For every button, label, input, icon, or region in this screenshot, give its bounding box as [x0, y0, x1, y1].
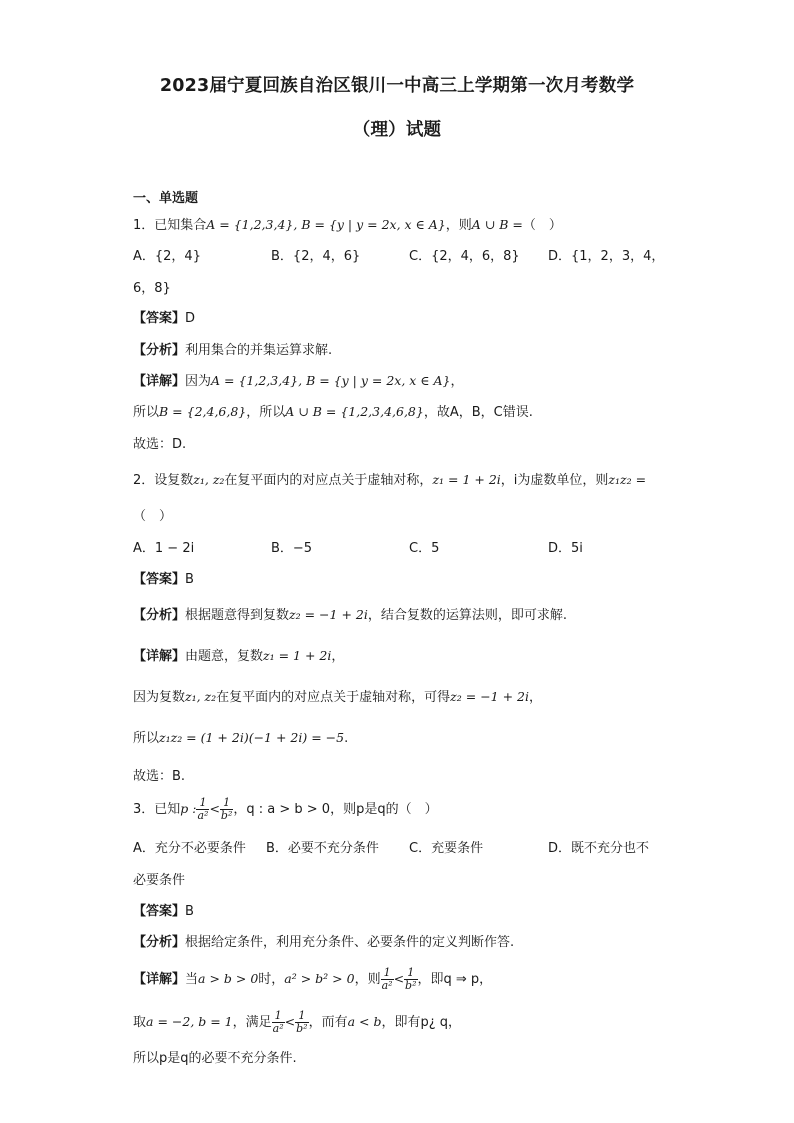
q2-choose: 故选：B. [133, 769, 186, 784]
q2-option-c: C．5 [409, 541, 440, 556]
page-title-line1: 2023届宁夏回族自治区银川一中高三上学期第一次月考数学 [159, 76, 635, 96]
q3-detail1-mid: 时， [258, 972, 285, 987]
q2-option-d: D．5i [548, 541, 583, 556]
q3-option-b: B．必要不充分条件 [266, 841, 379, 856]
q1-detail2-pre: 所以 [133, 405, 160, 420]
q2-detail-tag: 【详解】 [133, 649, 186, 664]
q2-stem-pre: 2．设复数 [133, 473, 194, 488]
q2-detail2-post: ， [529, 690, 543, 705]
q1-analysis-text: 利用集合的并集运算求解. [185, 343, 333, 358]
q2-stem-math2: z₁ = 1 + 2i [432, 472, 501, 487]
q1-answer [133, 307, 195, 326]
q2-answer-value: B [185, 572, 194, 587]
q2-detail2-mid: 在复平面内的对应点关于虚轴对称，可得 [216, 690, 451, 705]
q3-stem-frac-b [220, 797, 233, 822]
q3-answer-value: B [185, 904, 194, 919]
q3-stem-pre: 3．已知 [133, 802, 181, 817]
q2-analysis [133, 604, 567, 623]
q1-detail-tag: 【详解】 [133, 374, 186, 389]
q2-detail2-math: z₁, z₂ [185, 689, 217, 704]
q3-option-a: A．充分不必要条件 [133, 841, 246, 856]
q1-detail1-pre: 因为 [185, 374, 212, 389]
q2-answer [133, 568, 194, 587]
q2-detail1-math: z₁ = 1 + 2i [263, 648, 332, 663]
q1-stem-post: （ ） [522, 218, 562, 233]
q1-choose: 故选：D. [133, 437, 187, 452]
q1-detail2-math2: A ∪ B = {1,2,3,4,6,8} [285, 404, 424, 419]
q2-detail1-post: ， [331, 649, 345, 664]
q3-detail2-mid: ，满足 [232, 1015, 272, 1030]
q3-answer [133, 900, 194, 919]
frac-numerator: 1 [404, 967, 417, 980]
q1-option-d: D．{1，2，3，4， [548, 249, 665, 264]
frac-numerator: 1 [220, 797, 233, 810]
q1-detail-2 [133, 401, 533, 420]
q1-answer-value: D [185, 311, 196, 326]
q1-detail1-post: ， [450, 374, 464, 389]
q3-detail-3: 所以p是q的必要不充分条件. [133, 1051, 297, 1066]
q3-analysis-text: 根据给定条件，利用充分条件、必要条件的定义判断作答. [185, 935, 515, 950]
q2-detail3-post: . [344, 731, 349, 746]
q3-option-c: C．充要条件 [409, 841, 484, 856]
section-heading: 一、单选题 [133, 191, 199, 206]
q2-detail3-pre: 所以 [133, 731, 160, 746]
q3-stem [133, 797, 438, 822]
q2-option-a: A．1 − 2i [133, 541, 195, 556]
q1-stem-pre: 1．已知集合 [133, 218, 207, 233]
frac-numerator: 1 [381, 967, 394, 980]
q1-detail2-math: B = {2,4,6,8} [159, 404, 247, 419]
q3-option-d-cont: 必要条件 [133, 873, 186, 888]
q3-stem-q: ，q : a > b > 0 [233, 802, 331, 817]
q3-detail-tag: 【详解】 [133, 972, 186, 987]
q1-stem [133, 214, 562, 233]
frac-denominator: b² [405, 979, 417, 992]
q1-option-c: C．{2，4，6，8} [409, 249, 520, 264]
q3-detail2-frac-a [272, 1010, 285, 1035]
q2-detail2-pre: 因为复数 [133, 690, 186, 705]
q1-detail-1 [133, 370, 464, 389]
q2-answer-tag: 【答案】 [133, 572, 186, 587]
q2-analysis-pre: 根据题意得到复数 [185, 608, 290, 623]
q3-detail2-pre: 取 [133, 1015, 147, 1030]
q3-detail2-math: a = −2, b = 1 [146, 1014, 233, 1029]
frac-numerator: 1 [272, 1010, 285, 1023]
q3-detail1-lt: < [393, 971, 405, 986]
q3-detail1-frac-a [381, 967, 394, 992]
q1-analysis-tag: 【分析】 [133, 343, 186, 358]
q2-stem-bracket: （ ） [133, 509, 173, 524]
q3-detail2-mid2: ，而有 [308, 1015, 348, 1030]
q3-detail1-frac-b [404, 967, 417, 992]
q1-stem-mid: ，则 [445, 218, 472, 233]
q3-stem-lt: < [209, 801, 220, 816]
q3-detail1-math: a > b > 0 [198, 971, 259, 986]
q3-stem-p: p : [180, 801, 197, 816]
frac-denominator: a² [272, 1022, 284, 1035]
q3-answer-tag: 【答案】 [133, 904, 186, 919]
q2-detail3-math: z₁z₂ = (1 + 2i)(−1 + 2i) = −5 [159, 730, 345, 745]
q1-detail2-post: ，故A，B，C错误. [423, 405, 533, 420]
q2-detail2-math2: z₂ = −1 + 2i [450, 689, 529, 704]
q3-detail2-frac-b [295, 1010, 308, 1035]
page-title-line2: （理）试题 [352, 120, 442, 140]
q1-option-b: B．{2，4，6} [271, 249, 361, 264]
frac-numerator: 1 [196, 797, 209, 810]
q1-option-a: A．{2，4} [133, 249, 201, 264]
q3-detail1-pre: 当 [185, 972, 199, 987]
q2-analysis-math: z₂ = −1 + 2i [289, 607, 368, 622]
q3-detail2-post: ，即有p¿ q， [381, 1015, 461, 1030]
q2-stem-math: z₁, z₂ [193, 472, 225, 487]
q2-detail-2 [133, 686, 542, 705]
q2-stem-math3: z₁z₂ = [608, 472, 647, 487]
q2-detail1-pre: 由题意，复数 [185, 649, 264, 664]
q1-detail1-math: A = {1,2,3,4}, B = {y | y = 2x, x ∈ A} [211, 373, 451, 388]
q2-analysis-post: ，结合复数的运算法则，即可求解. [367, 608, 567, 623]
q1-stem-math: A = {1,2,3,4}, B = {y | y = 2x, x ∈ A} [206, 217, 446, 232]
q2-stem-mid2: ，i为虚数单位，则 [500, 473, 609, 488]
frac-denominator: b² [220, 809, 233, 822]
q3-detail2-math2: a < b [347, 1014, 382, 1029]
frac-denominator: b² [296, 1022, 308, 1035]
q1-stem-math2: A ∪ B = [471, 217, 523, 232]
q3-detail1-mid2: ，则 [354, 972, 381, 987]
q3-detail1-post: ，即q ⇒ p， [417, 972, 493, 987]
q3-detail2-lt: < [284, 1014, 296, 1029]
q2-stem-mid: 在复平面内的对应点关于虚轴对称， [224, 473, 433, 488]
q2-option-b: B．−5 [271, 541, 313, 556]
frac-denominator: a² [381, 979, 393, 992]
q1-option-d-cont: 6，8} [133, 281, 171, 296]
q3-analysis [133, 931, 514, 950]
q2-analysis-tag: 【分析】 [133, 608, 186, 623]
q3-detail-1 [133, 967, 492, 992]
q3-analysis-tag: 【分析】 [133, 935, 186, 950]
q3-stem-frac-a [196, 797, 209, 822]
q3-detail1-math2: a² > b² > 0 [284, 971, 355, 986]
q3-detail-2 [133, 1010, 461, 1035]
frac-numerator: 1 [295, 1010, 308, 1023]
q2-detail-1 [133, 645, 344, 664]
q3-option-d: D．既不充分也不 [548, 841, 650, 856]
q3-stem-post: ，则p是q的（ ） [330, 802, 438, 817]
q2-detail-3 [133, 727, 348, 746]
q2-stem [133, 469, 646, 488]
q1-answer-tag: 【答案】 [133, 311, 186, 326]
q1-analysis [133, 339, 332, 358]
q1-detail2-mid: ，所以 [246, 405, 286, 420]
frac-denominator: a² [197, 809, 209, 822]
